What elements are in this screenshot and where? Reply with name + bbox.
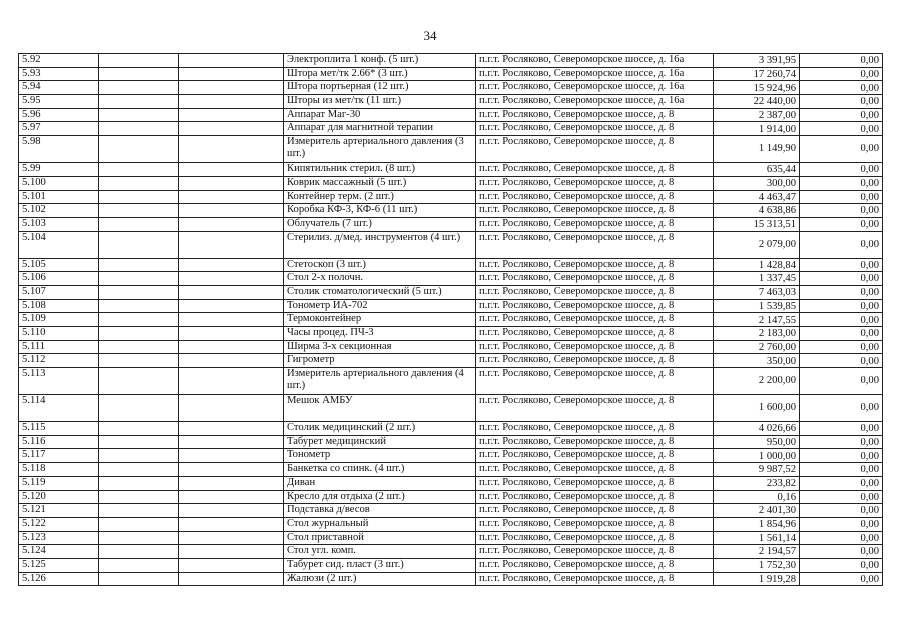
empty-cell	[179, 217, 284, 231]
item-depreciation: 0,00	[800, 217, 883, 231]
item-value: 300,00	[714, 176, 800, 190]
row-number: 5.111	[19, 340, 99, 354]
empty-cell	[99, 435, 179, 449]
empty-cell	[99, 490, 179, 504]
item-value: 7 463,03	[714, 285, 800, 299]
row-number: 5.123	[19, 531, 99, 545]
empty-cell	[99, 463, 179, 477]
empty-cell	[99, 422, 179, 436]
empty-cell	[99, 272, 179, 286]
empty-cell	[179, 354, 284, 368]
item-depreciation: 0,00	[800, 190, 883, 204]
empty-cell	[99, 122, 179, 136]
table-row	[19, 299, 883, 313]
item-name: Жалюзи (2 шт.)	[284, 572, 476, 586]
empty-cell	[99, 258, 179, 272]
table-row	[19, 313, 883, 327]
item-name: Мешок АМБУ	[284, 395, 476, 422]
table-row	[19, 531, 883, 545]
item-depreciation: 0,00	[800, 476, 883, 490]
empty-cell	[179, 285, 284, 299]
item-address: п.г.т. Росляково, Североморское шоссе, д. 8	[476, 354, 714, 368]
table-row	[19, 54, 883, 68]
item-value: 1 752,30	[714, 558, 800, 572]
item-name: Штора портьерная (12 шт.)	[284, 81, 476, 95]
item-name: Ширма 3-х секционная	[284, 340, 476, 354]
item-value: 2 200,00	[714, 368, 800, 395]
item-address: п.г.т. Росляково, Североморское шоссе, д. 8	[476, 176, 714, 190]
item-name: Столик стоматологический (5 шт.)	[284, 285, 476, 299]
row-number: 5.98	[19, 136, 99, 163]
table-row	[19, 545, 883, 559]
item-value: 1 854,96	[714, 517, 800, 531]
empty-cell	[179, 299, 284, 313]
item-name: Тонометр	[284, 449, 476, 463]
empty-cell	[179, 395, 284, 422]
item-depreciation: 0,00	[800, 490, 883, 504]
item-depreciation: 0,00	[800, 435, 883, 449]
item-value: 1 600,00	[714, 395, 800, 422]
item-address: п.г.т. Росляково, Североморское шоссе, д. 8	[476, 340, 714, 354]
table-row	[19, 395, 883, 422]
item-value: 9 987,52	[714, 463, 800, 477]
table-row	[19, 476, 883, 490]
item-depreciation: 0,00	[800, 204, 883, 218]
item-depreciation: 0,00	[800, 354, 883, 368]
item-value: 2 387,00	[714, 108, 800, 122]
row-number: 5.110	[19, 327, 99, 341]
item-name: Банкетка со спинк. (4 шт.)	[284, 463, 476, 477]
empty-cell	[99, 231, 179, 258]
item-name: Стол журнальный	[284, 517, 476, 531]
item-value: 1 539,85	[714, 299, 800, 313]
item-address: п.г.т. Росляково, Североморское шоссе, д. 8	[476, 231, 714, 258]
table-row	[19, 231, 883, 258]
item-value: 950,00	[714, 435, 800, 449]
item-address: п.г.т. Росляково, Североморское шоссе, д. 16а	[476, 95, 714, 109]
item-address: п.г.т. Росляково, Североморское шоссе, д. 8	[476, 531, 714, 545]
item-depreciation: 0,00	[800, 122, 883, 136]
item-address: п.г.т. Росляково, Североморское шоссе, д. 8	[476, 217, 714, 231]
item-value: 635,44	[714, 163, 800, 177]
empty-cell	[99, 327, 179, 341]
empty-cell	[179, 545, 284, 559]
row-number: 5.124	[19, 545, 99, 559]
row-number: 5.118	[19, 463, 99, 477]
table-row	[19, 136, 883, 163]
item-depreciation: 0,00	[800, 340, 883, 354]
item-value: 1 919,28	[714, 572, 800, 586]
empty-cell	[179, 368, 284, 395]
row-number: 5.121	[19, 504, 99, 518]
item-value: 15 313,51	[714, 217, 800, 231]
item-address: п.г.т. Росляково, Североморское шоссе, д. 8	[476, 435, 714, 449]
item-depreciation: 0,00	[800, 422, 883, 436]
item-name: Диван	[284, 476, 476, 490]
table-row	[19, 108, 883, 122]
row-number: 5.92	[19, 54, 99, 68]
table-row	[19, 572, 883, 586]
item-address: п.г.т. Росляково, Североморское шоссе, д. 8	[476, 313, 714, 327]
row-number: 5.106	[19, 272, 99, 286]
item-depreciation: 0,00	[800, 258, 883, 272]
table-row	[19, 272, 883, 286]
empty-cell	[179, 176, 284, 190]
item-address: п.г.т. Росляково, Североморское шоссе, д. 8	[476, 258, 714, 272]
item-value: 2 194,57	[714, 545, 800, 559]
item-value: 233,82	[714, 476, 800, 490]
item-depreciation: 0,00	[800, 136, 883, 163]
empty-cell	[179, 122, 284, 136]
item-address: п.г.т. Росляково, Североморское шоссе, д. 8	[476, 136, 714, 163]
empty-cell	[99, 368, 179, 395]
item-address: п.г.т. Росляково, Североморское шоссе, д. 8	[476, 558, 714, 572]
item-name: Часы процед. ПЧ-3	[284, 327, 476, 341]
empty-cell	[99, 136, 179, 163]
item-name: Измеритель артериального давления (3 шт.)	[284, 136, 476, 163]
table-row	[19, 340, 883, 354]
item-depreciation: 0,00	[800, 176, 883, 190]
empty-cell	[179, 490, 284, 504]
row-number: 5.119	[19, 476, 99, 490]
item-depreciation: 0,00	[800, 449, 883, 463]
table-row	[19, 285, 883, 299]
item-value: 0,16	[714, 490, 800, 504]
table-row	[19, 490, 883, 504]
empty-cell	[99, 558, 179, 572]
item-depreciation: 0,00	[800, 272, 883, 286]
row-number: 5.94	[19, 81, 99, 95]
item-depreciation: 0,00	[800, 572, 883, 586]
item-depreciation: 0,00	[800, 504, 883, 518]
item-address: п.г.т. Росляково, Североморское шоссе, д. 8	[476, 272, 714, 286]
item-depreciation: 0,00	[800, 558, 883, 572]
item-value: 22 440,00	[714, 95, 800, 109]
item-name: Столик медицинский (2 шт.)	[284, 422, 476, 436]
empty-cell	[99, 95, 179, 109]
empty-cell	[179, 231, 284, 258]
empty-cell	[179, 504, 284, 518]
item-value: 2 760,00	[714, 340, 800, 354]
row-number: 5.100	[19, 176, 99, 190]
item-address: п.г.т. Росляково, Североморское шоссе, д. 8	[476, 572, 714, 586]
item-address: п.г.т. Росляково, Североморское шоссе, д. 8	[476, 285, 714, 299]
item-name: Табурет медицинский	[284, 435, 476, 449]
item-address: п.г.т. Росляково, Североморское шоссе, д. 8	[476, 463, 714, 477]
item-depreciation: 0,00	[800, 531, 883, 545]
table-row	[19, 435, 883, 449]
row-number: 5.116	[19, 435, 99, 449]
item-depreciation: 0,00	[800, 285, 883, 299]
item-value: 350,00	[714, 354, 800, 368]
empty-cell	[99, 517, 179, 531]
empty-cell	[179, 81, 284, 95]
item-address: п.г.т. Росляково, Североморское шоссе, д. 8	[476, 395, 714, 422]
item-address: п.г.т. Росляково, Североморское шоссе, д. 8	[476, 449, 714, 463]
table-row	[19, 258, 883, 272]
row-number: 5.117	[19, 449, 99, 463]
inventory-table	[18, 53, 883, 586]
item-address: п.г.т. Росляково, Североморское шоссе, д. 8	[476, 204, 714, 218]
empty-cell	[179, 136, 284, 163]
empty-cell	[179, 204, 284, 218]
row-number: 5.101	[19, 190, 99, 204]
item-name: Аппарат для магнитной терапии	[284, 122, 476, 136]
table-row	[19, 354, 883, 368]
item-name: Измеритель артериального давления (4 шт.)	[284, 368, 476, 395]
empty-cell	[179, 340, 284, 354]
row-number: 5.126	[19, 572, 99, 586]
item-value: 1 000,00	[714, 449, 800, 463]
item-value: 4 026,66	[714, 422, 800, 436]
empty-cell	[99, 204, 179, 218]
table-row	[19, 163, 883, 177]
row-number: 5.104	[19, 231, 99, 258]
empty-cell	[179, 313, 284, 327]
item-name: Контейнер терм. (2 шт.)	[284, 190, 476, 204]
item-value: 1 149,90	[714, 136, 800, 163]
row-number: 5.93	[19, 67, 99, 81]
item-depreciation: 0,00	[800, 545, 883, 559]
row-number: 5.120	[19, 490, 99, 504]
empty-cell	[99, 313, 179, 327]
item-address: п.г.т. Росляково, Североморское шоссе, д. 16а	[476, 54, 714, 68]
empty-cell	[179, 435, 284, 449]
item-value: 1 337,45	[714, 272, 800, 286]
row-number: 5.99	[19, 163, 99, 177]
empty-cell	[179, 327, 284, 341]
table-row	[19, 504, 883, 518]
table-row	[19, 449, 883, 463]
item-address: п.г.т. Росляково, Североморское шоссе, д. 16а	[476, 81, 714, 95]
item-name: Шторы из мет/тк (11 шт.)	[284, 95, 476, 109]
item-name: Стол приставной	[284, 531, 476, 545]
page-number: 34	[423, 28, 437, 43]
row-number: 5.105	[19, 258, 99, 272]
item-address: п.г.т. Росляково, Североморское шоссе, д. 8	[476, 517, 714, 531]
row-number: 5.114	[19, 395, 99, 422]
table-row	[19, 558, 883, 572]
table-row	[19, 122, 883, 136]
empty-cell	[179, 449, 284, 463]
row-number: 5.95	[19, 95, 99, 109]
item-address: п.г.т. Росляково, Североморское шоссе, д. 8	[476, 163, 714, 177]
empty-cell	[99, 299, 179, 313]
item-name: Электроплита 1 конф. (5 шт.)	[284, 54, 476, 68]
empty-cell	[179, 422, 284, 436]
item-address: п.г.т. Росляково, Североморское шоссе, д. 8	[476, 299, 714, 313]
empty-cell	[99, 190, 179, 204]
item-depreciation: 0,00	[800, 517, 883, 531]
table-row	[19, 190, 883, 204]
row-number: 5.115	[19, 422, 99, 436]
empty-cell	[179, 476, 284, 490]
empty-cell	[99, 449, 179, 463]
empty-cell	[179, 258, 284, 272]
item-name: Кресло для отдыха (2 шт.)	[284, 490, 476, 504]
empty-cell	[179, 272, 284, 286]
item-name: Облучатель (7 шт.)	[284, 217, 476, 231]
item-depreciation: 0,00	[800, 368, 883, 395]
item-value: 2 147,55	[714, 313, 800, 327]
item-address: п.г.т. Росляково, Североморское шоссе, д. 8	[476, 368, 714, 395]
empty-cell	[99, 572, 179, 586]
item-value: 15 924,96	[714, 81, 800, 95]
item-depreciation: 0,00	[800, 54, 883, 68]
item-name: Стол угл. комп.	[284, 545, 476, 559]
item-value: 3 391,95	[714, 54, 800, 68]
item-address: п.г.т. Росляково, Североморское шоссе, д. 8	[476, 504, 714, 518]
table-row	[19, 217, 883, 231]
item-value: 17 260,74	[714, 67, 800, 81]
item-address: п.г.т. Росляково, Североморское шоссе, д. 8	[476, 122, 714, 136]
empty-cell	[99, 217, 179, 231]
table-row	[19, 463, 883, 477]
empty-cell	[99, 354, 179, 368]
table-row	[19, 176, 883, 190]
table-row	[19, 517, 883, 531]
empty-cell	[99, 108, 179, 122]
item-address: п.г.т. Росляково, Североморское шоссе, д. 8	[476, 108, 714, 122]
item-address: п.г.т. Росляково, Североморское шоссе, д. 8	[476, 545, 714, 559]
row-number: 5.109	[19, 313, 99, 327]
item-name: Коробка КФ-3, КФ-6 (11 шт.)	[284, 204, 476, 218]
empty-cell	[99, 163, 179, 177]
empty-cell	[179, 531, 284, 545]
item-depreciation: 0,00	[800, 463, 883, 477]
item-value: 2 183,00	[714, 327, 800, 341]
item-name: Гигрометр	[284, 354, 476, 368]
row-number: 5.112	[19, 354, 99, 368]
empty-cell	[179, 190, 284, 204]
item-depreciation: 0,00	[800, 231, 883, 258]
item-name: Штора мет/тк 2.66* (3 шт.)	[284, 67, 476, 81]
item-name: Стол 2-х полочн.	[284, 272, 476, 286]
item-depreciation: 0,00	[800, 67, 883, 81]
item-address: п.г.т. Росляково, Североморское шоссе, д. 8	[476, 490, 714, 504]
empty-cell	[99, 67, 179, 81]
item-address: п.г.т. Росляково, Североморское шоссе, д. 8	[476, 327, 714, 341]
row-number: 5.103	[19, 217, 99, 231]
item-depreciation: 0,00	[800, 395, 883, 422]
item-name: Термоконтейнер	[284, 313, 476, 327]
empty-cell	[179, 95, 284, 109]
item-address: п.г.т. Росляково, Североморское шоссе, д. 16а	[476, 67, 714, 81]
item-name: Тонометр ИА-702	[284, 299, 476, 313]
item-depreciation: 0,00	[800, 108, 883, 122]
item-depreciation: 0,00	[800, 95, 883, 109]
row-number: 5.125	[19, 558, 99, 572]
table-row	[19, 422, 883, 436]
row-number: 5.97	[19, 122, 99, 136]
row-number: 5.113	[19, 368, 99, 395]
item-depreciation: 0,00	[800, 163, 883, 177]
empty-cell	[99, 285, 179, 299]
item-name: Кипятильник стерил. (8 шт.)	[284, 163, 476, 177]
item-value: 4 463,47	[714, 190, 800, 204]
item-address: п.г.т. Росляково, Североморское шоссе, д. 8	[476, 422, 714, 436]
empty-cell	[99, 476, 179, 490]
item-name: Стетоскоп (3 шт.)	[284, 258, 476, 272]
item-name: Аппарат Маг-30	[284, 108, 476, 122]
table-row	[19, 81, 883, 95]
table-row	[19, 67, 883, 81]
item-address: п.г.т. Росляково, Североморское шоссе, д. 8	[476, 190, 714, 204]
item-value: 1 561,14	[714, 531, 800, 545]
table-row	[19, 204, 883, 218]
empty-cell	[179, 558, 284, 572]
item-depreciation: 0,00	[800, 313, 883, 327]
row-number: 5.107	[19, 285, 99, 299]
empty-cell	[99, 545, 179, 559]
item-depreciation: 0,00	[800, 81, 883, 95]
item-value: 4 638,86	[714, 204, 800, 218]
empty-cell	[179, 163, 284, 177]
empty-cell	[99, 340, 179, 354]
table-row	[19, 95, 883, 109]
table-row	[19, 368, 883, 395]
item-address: п.г.т. Росляково, Североморское шоссе, д. 8	[476, 476, 714, 490]
item-value: 2 401,30	[714, 504, 800, 518]
empty-cell	[99, 531, 179, 545]
item-value: 1 428,84	[714, 258, 800, 272]
item-name: Коврик массажный (5 шт.)	[284, 176, 476, 190]
empty-cell	[179, 517, 284, 531]
item-value: 1 914,00	[714, 122, 800, 136]
row-number: 5.122	[19, 517, 99, 531]
empty-cell	[99, 81, 179, 95]
row-number: 5.96	[19, 108, 99, 122]
item-name: Табурет сид. пласт (3 шт.)	[284, 558, 476, 572]
empty-cell	[99, 176, 179, 190]
empty-cell	[179, 572, 284, 586]
row-number: 5.102	[19, 204, 99, 218]
empty-cell	[179, 67, 284, 81]
table-row	[19, 327, 883, 341]
item-name: Подставка д/весов	[284, 504, 476, 518]
empty-cell	[99, 395, 179, 422]
empty-cell	[179, 108, 284, 122]
item-name: Стерилиз. д/мед. инструментов (4 шт.)	[284, 231, 476, 258]
item-depreciation: 0,00	[800, 327, 883, 341]
empty-cell	[99, 54, 179, 68]
row-number: 5.108	[19, 299, 99, 313]
item-value: 2 079,00	[714, 231, 800, 258]
item-depreciation: 0,00	[800, 299, 883, 313]
empty-cell	[99, 504, 179, 518]
empty-cell	[179, 54, 284, 68]
empty-cell	[179, 463, 284, 477]
